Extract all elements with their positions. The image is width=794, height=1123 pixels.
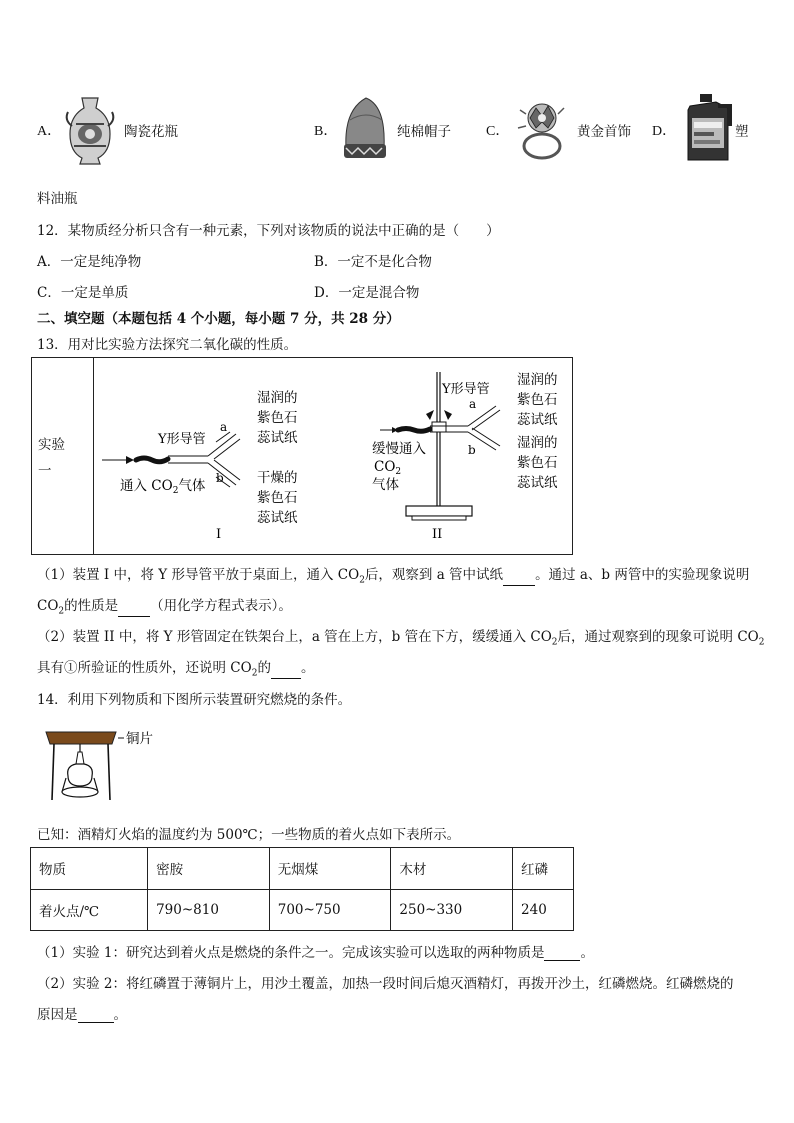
option-text-b: 纯棉帽子 bbox=[397, 124, 451, 140]
option-text-a: 陶瓷花瓶 bbox=[124, 124, 178, 140]
d1-inlet: 通入 $CO_2$气体 bbox=[120, 478, 206, 496]
d2-wet-a-3: 蕊试纸 bbox=[517, 412, 558, 428]
q13-part1-line2: $CO_2$的性质是 （用化学方程式表示）。 bbox=[37, 598, 292, 617]
d1-dry-1: 干燥的 bbox=[257, 470, 298, 486]
copper-label: 铜片 bbox=[126, 731, 153, 747]
answer-blank[interactable] bbox=[503, 571, 535, 586]
q13-part1-line1: （1）装置 I 中，将 Y 形导管平放于桌面上，通入 $CO_2$后，观察到 a 管中试纸 。通过 a、b 两管中的实验现象说明 bbox=[37, 567, 750, 586]
ignition-table bbox=[30, 847, 574, 931]
option-letter-b: B． bbox=[314, 124, 338, 139]
table-cell: 250~330 bbox=[391, 889, 513, 931]
d1-wet-2: 紫色石 bbox=[257, 410, 298, 426]
table-header-cell: 密胺 bbox=[148, 848, 270, 890]
copper-sheet-apparatus bbox=[42, 726, 162, 806]
d2-wet-a-1: 湿润的 bbox=[517, 372, 558, 388]
q12-option-b: B．一定不是化合物 bbox=[314, 254, 432, 270]
row-label-line2: 一 bbox=[38, 463, 52, 479]
q11-continuation: 料油瓶 bbox=[37, 191, 78, 207]
d2-label-b: b bbox=[468, 443, 476, 457]
table-cell: 700~750 bbox=[269, 889, 391, 931]
table-header-cell: 物质 bbox=[31, 848, 148, 890]
oil-bottle-icon bbox=[682, 92, 734, 164]
q12-option-d: D．一定是混合物 bbox=[314, 285, 420, 301]
d1-label-b: b bbox=[216, 471, 224, 485]
option-letter-a: A． bbox=[37, 124, 62, 139]
q12-option-c: C．一定是单质 bbox=[37, 285, 129, 301]
table-cell: 790~810 bbox=[148, 889, 270, 931]
row-label-line1: 实验 bbox=[38, 437, 65, 453]
experiment-row-label bbox=[32, 358, 94, 555]
q14-part2-line1: （2）实验 2：将红磷置于薄铜片上，用沙土覆盖，加热一段时间后熄灭酒精灯，再拨开沙土，红磷燃烧。红磷燃烧的 bbox=[37, 976, 734, 992]
q14-part2-line2: 原因是 。 bbox=[37, 1007, 127, 1023]
d1-label-a: a bbox=[220, 420, 228, 434]
table-header-cell: 红磷 bbox=[513, 848, 574, 890]
d1-wet-3: 蕊试纸 bbox=[257, 430, 298, 446]
d2-wet-a-2: 紫色石 bbox=[517, 392, 558, 408]
d2-inlet-1: 缓慢通入 bbox=[372, 441, 426, 457]
option-text-c: 黄金首饰 bbox=[577, 124, 631, 140]
d2-wet-b-1: 湿润的 bbox=[517, 435, 558, 451]
q14-stem: 14．利用下列物质和下图所示装置研究燃烧的条件。 bbox=[37, 692, 352, 708]
d1-tube-label: Y形导管 bbox=[158, 432, 206, 447]
diagram-1 bbox=[96, 372, 336, 552]
option-letter-d: D． bbox=[652, 124, 677, 139]
d2-tube-label: Y形导管 bbox=[442, 382, 490, 397]
section-title: 二、填空题（本题包括 4 个小题，每小题 7 分，共 28 分） bbox=[37, 311, 400, 327]
answer-blank[interactable] bbox=[271, 664, 301, 679]
d1-caption: I bbox=[216, 527, 222, 542]
d2-wet-b-3: 蕊试纸 bbox=[517, 475, 558, 491]
answer-blank[interactable] bbox=[78, 1008, 114, 1023]
ring-icon bbox=[510, 94, 572, 166]
hat-icon bbox=[340, 92, 390, 164]
answer-blank[interactable] bbox=[544, 946, 580, 961]
d2-inlet-2: $CO_2$ bbox=[374, 459, 402, 477]
table-cell: 着火点/℃ bbox=[31, 889, 148, 931]
q12-stem: 12．某物质经分析只含有一种元素，下列对该物质的说法中正确的是（ ） bbox=[37, 223, 500, 239]
table-header-row bbox=[31, 848, 574, 890]
diagram-2 bbox=[360, 366, 570, 552]
table-header-cell: 木材 bbox=[391, 848, 513, 890]
q14-part1: （1）实验 1：研究达到着火点是燃烧的条件之一。完成该实验可以选取的两种物质是 。 bbox=[37, 945, 594, 961]
option-letter-c: C． bbox=[486, 124, 510, 139]
d2-inlet-3: 气体 bbox=[372, 477, 399, 493]
d2-label-a: a bbox=[469, 397, 477, 411]
table-row bbox=[31, 889, 574, 931]
q13-part2-line1: （2）装置 II 中，将 Y 形管固定在铁架台上，a 管在上方，b 管在下方，缓缓通入 $CO_2$后，通过观察到的现象可说明 $CO_2$ bbox=[37, 629, 765, 648]
d2-caption: II bbox=[432, 527, 443, 542]
table-header-cell: 无烟煤 bbox=[269, 848, 391, 890]
q12-option-a: A．一定是纯净物 bbox=[37, 254, 142, 270]
option-text-d: 塑 bbox=[735, 124, 749, 140]
q14-known: 已知：酒精灯火焰的温度约为 500℃；一些物质的着火点如下表所示。 bbox=[37, 827, 461, 843]
table-cell: 240 bbox=[513, 889, 574, 931]
answer-blank[interactable] bbox=[118, 602, 150, 617]
d1-dry-2: 紫色石 bbox=[257, 490, 298, 506]
q13-part2-line2: 具有①所验证的性质外，还说明 $CO_2$的 。 bbox=[37, 660, 315, 679]
d2-wet-b-2: 紫色石 bbox=[517, 455, 558, 471]
d1-wet-1: 湿润的 bbox=[257, 390, 298, 406]
q13-stem: 13．用对比实验方法探究二氧化碳的性质。 bbox=[37, 337, 298, 353]
vase-icon bbox=[62, 94, 118, 166]
d1-dry-3: 蕊试纸 bbox=[257, 510, 298, 526]
